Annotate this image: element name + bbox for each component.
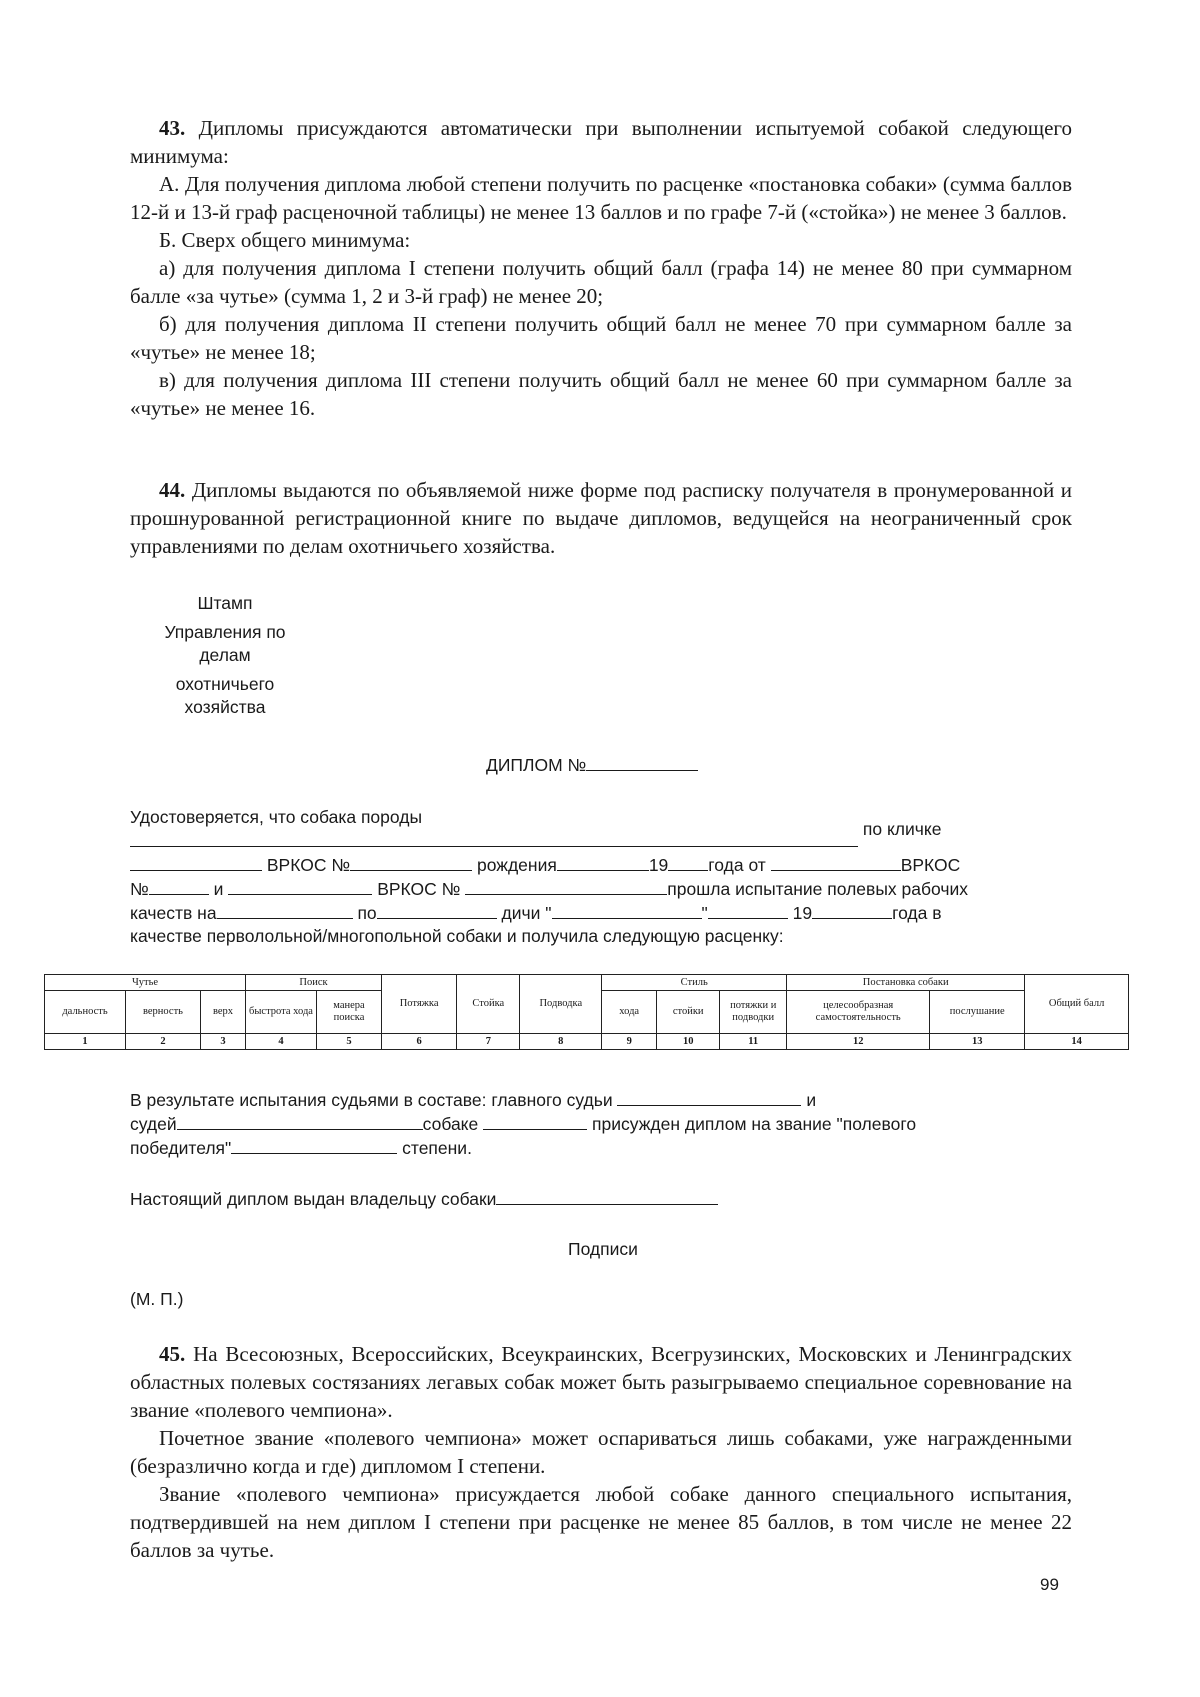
blank-line	[149, 877, 209, 895]
stamp-line: делам	[199, 645, 251, 665]
table-subheader-cell: целесообразная самостоятельность	[787, 991, 930, 1034]
section-43-intro	[130, 114, 1072, 170]
field-label: "	[701, 903, 708, 923]
stamp-line: Управления по	[164, 622, 286, 642]
blank-line	[130, 829, 858, 847]
table-subheader-cell: быстрота хода	[246, 991, 317, 1034]
field-label: дичи	[501, 903, 541, 923]
field-label: прошла испытание полевых рабочих	[667, 879, 968, 899]
table-number-cell: 12	[787, 1034, 930, 1050]
blank-line	[552, 901, 702, 919]
section-45	[130, 1340, 1072, 1564]
form-line-3	[130, 853, 1090, 877]
certificate-form	[130, 806, 1090, 948]
field-label: по	[357, 903, 377, 923]
form-line-2	[130, 819, 1090, 853]
field-label: собаке	[422, 1114, 479, 1134]
section-45-p3: Звание «полевого чемпиона» присуждается любой собаке данного специального испытания, подтвердившей на нем диплом I степени при расценке не менее 85 баллов, в том числе не менее 22 баллов за чутье.	[130, 1482, 1072, 1562]
form-line-5	[130, 901, 1090, 925]
blank-line	[217, 901, 353, 919]
table-header-cell: Общий балл	[1025, 975, 1129, 1034]
section-number: 44.	[159, 478, 186, 502]
condition-b-v: в) для получения диплома III степени получить общий балл не менее 60 при суммарном балле за «чутье» не менее 16.	[130, 368, 1072, 420]
page-number: 99	[1040, 1575, 1059, 1594]
form-line-6: качестве перволольной/многопольной собаки и получила следующую расценку:	[130, 926, 784, 946]
field-label: по кличке	[862, 819, 942, 839]
stamp-line: охотничьего	[175, 674, 275, 694]
result-line-2	[130, 1112, 1090, 1136]
table-header-cell: Чутье	[45, 975, 246, 991]
table-number-cell: 14	[1025, 1034, 1129, 1050]
blank-line	[465, 877, 667, 895]
blank-line	[812, 901, 892, 919]
condition-b: Б. Сверх общего минимума:	[159, 228, 411, 252]
table-number-cell: 1	[45, 1034, 126, 1050]
paragraph-text: На Всесоюзных, Всероссийских, Всеукраинских, Всегрузинских, Московских и Ленинградских областных полевых состязаниях легавых собак может быть разыгрываемо специальное соревнование на звание «полевого чемпиона».	[130, 1342, 1073, 1422]
table-number-cell: 4	[246, 1034, 317, 1050]
blank-line	[668, 853, 708, 871]
field-label: "	[545, 903, 552, 923]
field-label: года от	[708, 855, 766, 875]
table-header-cell: Стиль	[602, 975, 787, 991]
field-label: В результате испытания судьями в составе: главного судьи	[130, 1090, 613, 1110]
field-label: ВРКОС	[900, 855, 961, 875]
blank-line	[771, 853, 901, 871]
blank-line	[617, 1088, 801, 1106]
table-number-cell: 6	[382, 1034, 457, 1050]
blank-line	[557, 853, 649, 871]
table-number-row	[45, 1034, 1129, 1050]
blank-line	[177, 1112, 423, 1130]
field-label: победителя"	[130, 1138, 232, 1158]
result-block	[130, 1088, 1090, 1311]
field-label: Настоящий диплом выдан владельцу собаки	[130, 1189, 497, 1209]
blank-line	[228, 877, 372, 895]
table-subheader-cell: дальность	[45, 991, 126, 1034]
field-label: и	[213, 879, 224, 899]
condition-b-a: а) для получения диплома I степени получить общий балл (графа 14) не менее 80 при суммарном балле «за чутье» (сумма 1, 2 и 3-й граф) не менее 20;	[130, 256, 1072, 308]
field-label: судей	[130, 1114, 177, 1134]
signatures-label: Подписи	[568, 1239, 638, 1259]
blank-line	[708, 901, 788, 919]
stamp-block	[145, 592, 305, 719]
diploma-title	[486, 753, 698, 777]
condition-b-b: б) для получения диплома II степени получить общий балл не менее 70 при суммарном балле за «чутье» не менее 18;	[130, 312, 1072, 364]
form-line-4	[130, 877, 1090, 901]
table-number-cell: 9	[602, 1034, 657, 1050]
field-label: рождения	[476, 855, 557, 875]
table-header-cell: Поиск	[246, 975, 382, 991]
table-number-cell: 2	[126, 1034, 201, 1050]
scoring-table	[44, 974, 1129, 1050]
table-number-cell: 3	[201, 1034, 246, 1050]
section-44-text	[130, 476, 1072, 560]
table-subheader-cell: хода	[602, 991, 657, 1034]
condition-a: А. Для получения диплома любой степени получить по расценке «постановка собаки» (сумма баллов 12-й и 13-й граф расценочной таблицы) не менее 13 баллов и по графе 7-й («стойка») не менее 3 баллов.	[130, 172, 1072, 224]
section-44	[130, 476, 1072, 560]
table-number-cell: 13	[930, 1034, 1025, 1050]
paragraph-text: Дипломы выдаются по объявляемой ниже форме под расписку получателя в пронумерованной и прошнурованной регистрационной книге по выдаче дипломов, ведущейся на неограниченный срок управлениями по делам охотничьего хозяйства.	[130, 478, 1072, 558]
table-subheader-cell: потяжки и подводки	[720, 991, 787, 1034]
table-subheader-cell: верность	[126, 991, 201, 1034]
result-line-issued	[130, 1187, 1090, 1211]
result-line-3	[130, 1136, 1090, 1160]
field-label: качеств на	[130, 903, 217, 923]
field-label: и	[806, 1090, 817, 1110]
table-header-row	[45, 975, 1129, 991]
section-45-p1	[130, 1340, 1072, 1424]
form-line-1: Удостоверяется, что собака породы	[130, 807, 423, 827]
table-number-cell: 5	[317, 1034, 382, 1050]
blank-line	[496, 1187, 718, 1205]
table-number-cell: 11	[720, 1034, 787, 1050]
blank-line	[350, 853, 472, 871]
seal-label: (М. П.)	[130, 1289, 184, 1309]
blank-line	[586, 753, 698, 771]
table-subheader-cell: манера поиска	[317, 991, 382, 1034]
table-header-cell: Постановка собаки	[787, 975, 1025, 991]
field-label: года в	[892, 903, 942, 923]
section-number: 45.	[159, 1342, 186, 1366]
section-45-p2: Почетное звание «полевого чемпиона» может оспариваться лишь собаками, уже награжденными (безразлично когда и где) дипломом I степени.	[130, 1426, 1072, 1478]
table-subheader-cell: послушание	[930, 991, 1025, 1034]
field-label: ВРКОС №	[377, 879, 461, 899]
section-number: 43.	[159, 116, 186, 140]
field-label: присужден диплом на звание "полевого	[592, 1114, 917, 1134]
table-header-cell: Потяжка	[382, 975, 457, 1034]
blank-line	[130, 853, 262, 871]
field-label: ВРКОС №	[266, 855, 351, 875]
table-number-cell: 7	[457, 1034, 520, 1050]
table-header-cell: Стойка	[457, 975, 520, 1034]
diploma-title-text: ДИПЛОМ №	[486, 755, 587, 775]
table-number-cell: 8	[520, 1034, 602, 1050]
table-subheader-cell: стойки	[657, 991, 720, 1034]
field-label: 19	[648, 855, 669, 875]
field-label: 19	[792, 903, 813, 923]
field-label: степени.	[402, 1138, 472, 1158]
blank-line	[483, 1112, 587, 1130]
field-label: №	[130, 879, 149, 899]
table-number-cell: 10	[657, 1034, 720, 1050]
stamp-line: хозяйства	[184, 697, 266, 717]
blank-line	[377, 901, 497, 919]
stamp-line: Штамп	[197, 593, 253, 613]
table-header-cell: Подводка	[520, 975, 602, 1034]
result-line-1	[130, 1088, 1090, 1112]
table-subheader-cell: верх	[201, 991, 246, 1034]
paragraph-text: Дипломы присуждаются автоматически при выполнении испытуемой собакой следующего минимума:	[130, 116, 1072, 168]
section-43	[130, 114, 1072, 422]
blank-line	[231, 1136, 397, 1154]
